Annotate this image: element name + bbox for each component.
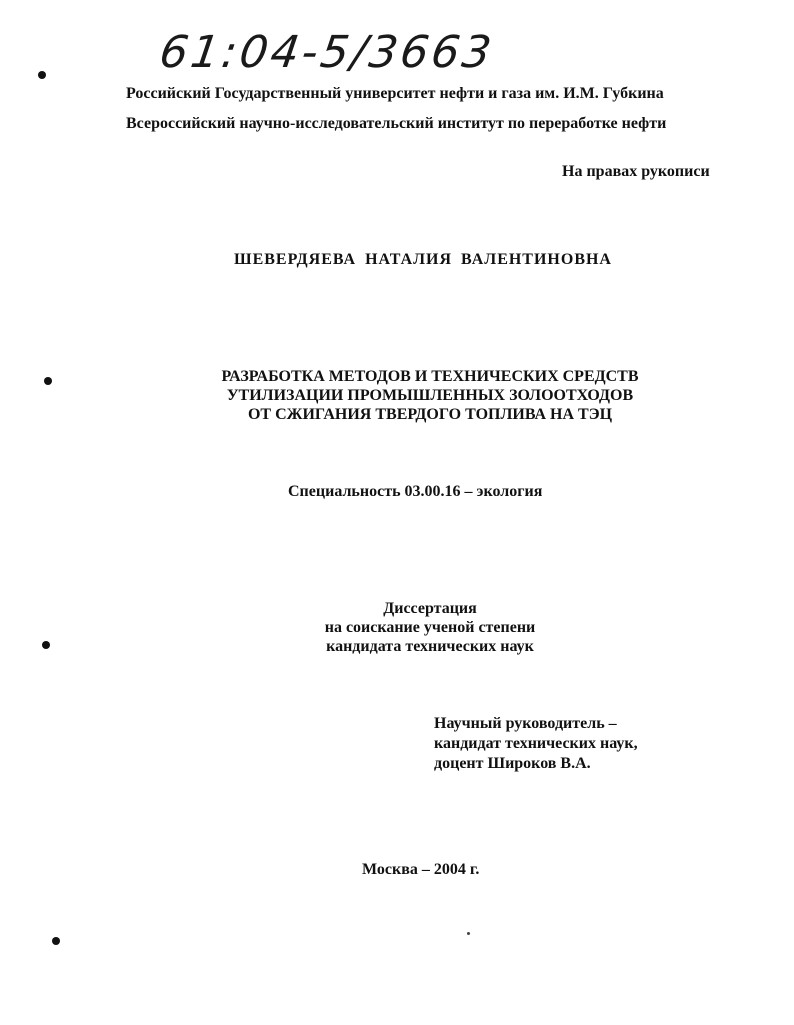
manuscript-rights: На правах рукописи xyxy=(562,163,710,180)
handwritten-catalog-number: 61:04-5/3663 xyxy=(156,27,498,78)
thesis-title-line: УТИЛИЗАЦИИ ПРОМЫШЛЕННЫХ ЗОЛООТХОДОВ xyxy=(226,387,634,404)
city-year: Москва – 2004 г. xyxy=(362,861,480,878)
institute-name: Всероссийский научно-исследовательский институт по переработке нефти xyxy=(126,115,667,132)
dissertation-label: Диссертация xyxy=(383,600,477,617)
author-name: ШЕВЕРДЯЕВА НАТАЛИЯ ВАЛЕНТИНОВНА xyxy=(234,251,612,268)
thesis-title-line: ОТ СЖИГАНИЯ ТВЕРДОГО ТОПЛИВА НА ТЭЦ xyxy=(247,406,613,423)
supervisor-line: Научный руководитель – xyxy=(434,715,617,732)
degree-line: на соискание ученой степени xyxy=(324,619,536,636)
degree-line: кандидата технических наук xyxy=(326,638,534,655)
specialty: Специальность 03.00.16 – экология xyxy=(288,483,543,500)
binding-hole-mark xyxy=(38,71,46,79)
university-name: Российский Государственный университет нефти и газа им. И.М. Губкина xyxy=(126,85,664,102)
scan-speck xyxy=(467,932,470,935)
supervisor-line: доцент Широков В.А. xyxy=(434,755,591,772)
thesis-title-line: РАЗРАБОТКА МЕТОДОВ И ТЕХНИЧЕСКИХ СРЕДСТВ xyxy=(221,368,639,385)
binding-hole-mark xyxy=(52,937,60,945)
supervisor-line: кандидат технических наук, xyxy=(434,735,638,752)
